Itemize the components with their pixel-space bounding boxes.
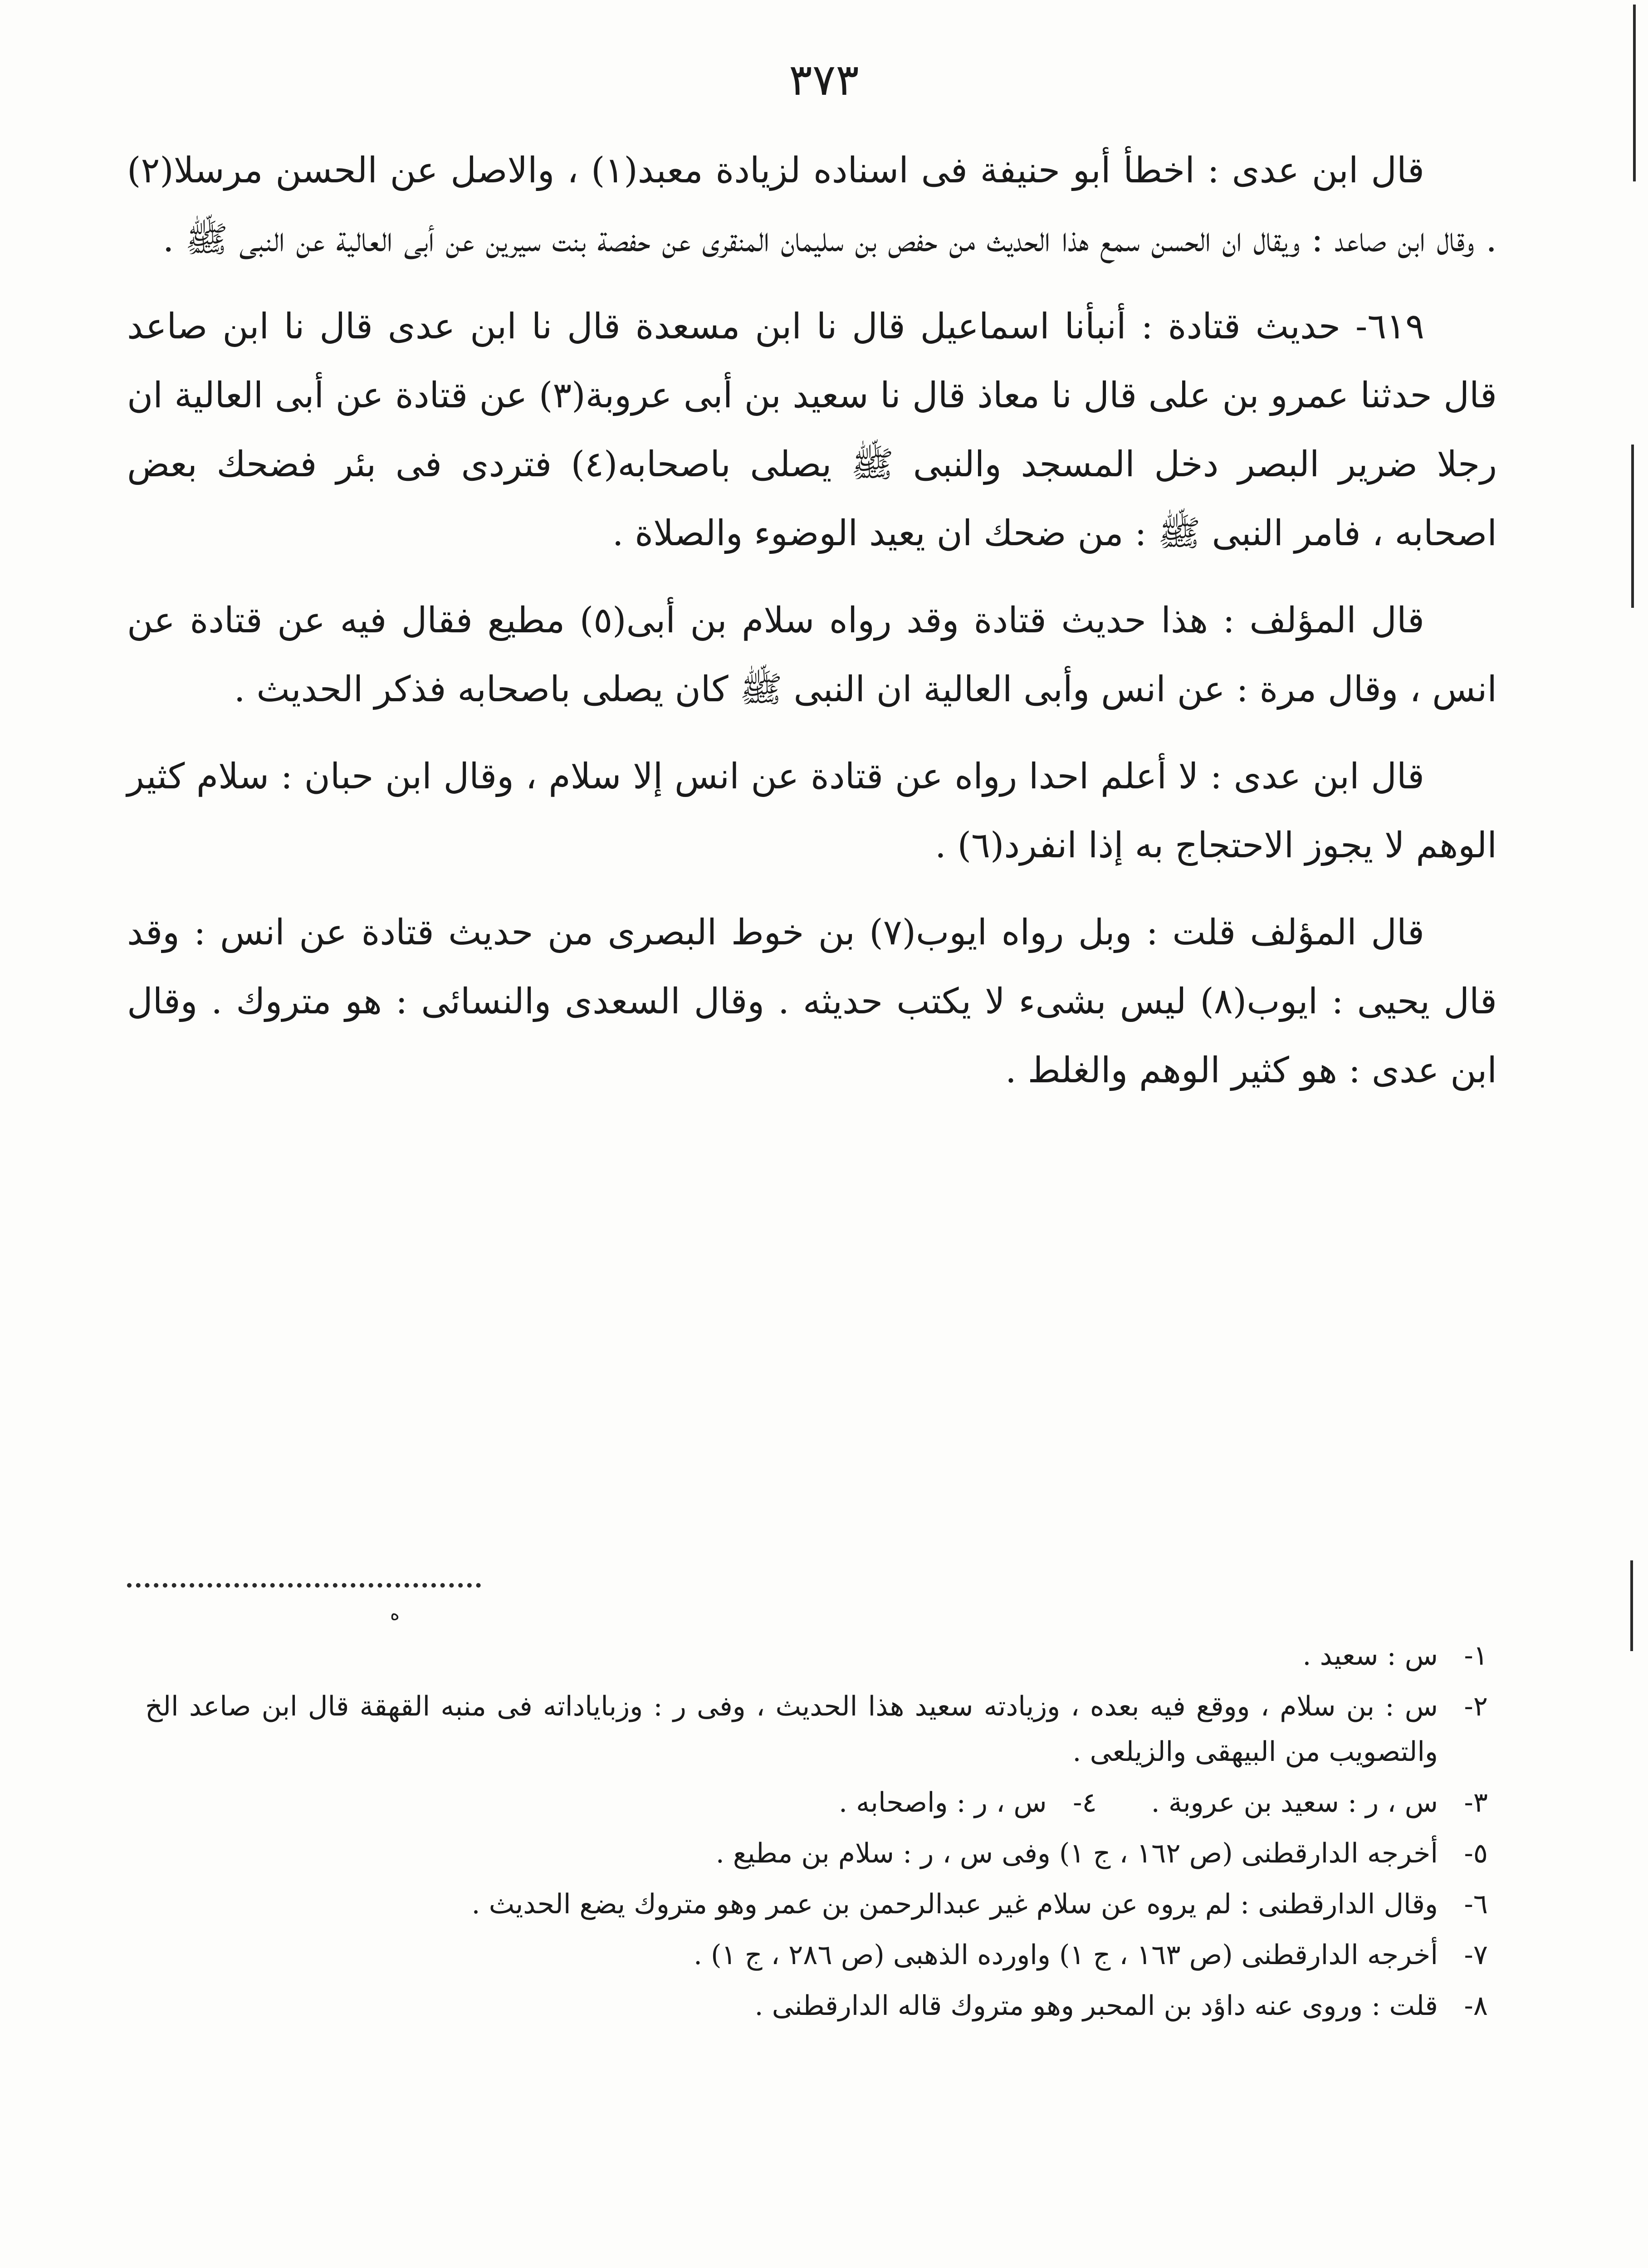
paragraph-3: قال المؤلف : هذا حديث قتادة وقد رواه سلام بن أبى(٥) مطيع فقال فيه عن قتادة عن انس ، وقال مرة : عن انس وأبى العالية ان النبى ﷺ كان يصلى باصحابه فذكر الحديث .: [127, 600, 1497, 710]
footnote-number: ١-: [1464, 1640, 1488, 1672]
footnote-row-3-4: [145, 1780, 1488, 1825]
footnote-number: ٤-: [1073, 1787, 1097, 1818]
footnote-5: [145, 1831, 1488, 1876]
footnote-text: قلت : وروى عنه داؤد بن المحبر وهو متروك قاله الدارقطنى .: [754, 1990, 1438, 2022]
paragraph-4: قال ابن عدى : لا أعلم احدا رواه عن قتادة عن انس إلا سلام ، وقال ابن حبان : سلام كثير الوهم لا يجوز الاحتجاج به إذا انفرد(٦) .: [127, 756, 1497, 866]
footnote-text: وقال الدارقطنى : لم يروه عن سلام غير عبدالرحمن بن عمر وهو متروك يضع الحديث .: [471, 1888, 1438, 1920]
footnote-6: [145, 1882, 1488, 1927]
footnote-3: [1151, 1780, 1488, 1825]
page-edge-right-lower: [1630, 1560, 1633, 1651]
footnote-number: ٣-: [1464, 1787, 1488, 1818]
footnote-separator: [127, 1583, 481, 1588]
footnote-text: س ، ر : واصحابه .: [838, 1787, 1047, 1818]
footnotes: [145, 1633, 1488, 2034]
footnote-number: ٥-: [1464, 1838, 1488, 1869]
footnote-1: [145, 1633, 1488, 1678]
footnote-8: [145, 1983, 1488, 2028]
footnote-text: س : بن سلام ، ووقع فيه بعده ، وزيادته سعيد هذا الحديث ، وفى ر : وزباياداته فى منبه القهقة قال ابن صاعد الخ والتصويب من البيهقى والزيلعى .: [145, 1691, 1438, 1768]
footnote-text: أخرجه الدارقطنى (ص ١٦٣ ، ج ١) واورده الذهبى (ص ٢٨٦ ، ج ١) .: [693, 1939, 1438, 1971]
footnote-4: [839, 1780, 1097, 1825]
page-edge-right-middle: [1631, 445, 1634, 608]
footnote-7: [145, 1932, 1488, 1978]
footnote-number: ٨-: [1464, 1990, 1488, 2022]
footnote-number: ٢-: [1464, 1691, 1488, 1722]
footnote-2: [145, 1684, 1488, 1774]
footnote-text: س : سعيد .: [1302, 1640, 1438, 1672]
page-number: ٣٧٣: [789, 54, 859, 105]
footnote-text: أخرجه الدارقطنى (ص ١٦٢ ، ج ١) وفى س ، ر : سلام بن مطيع .: [715, 1838, 1438, 1869]
footnote-text: س ، ر : سعيد بن عروبة .: [1151, 1787, 1438, 1818]
footnote-number: ٧-: [1464, 1939, 1488, 1971]
footnote-number: ٦-: [1464, 1888, 1488, 1920]
stray-ink-mark: ه: [390, 1603, 400, 1624]
paragraph-hadith-619: ٦١٩- حديث قتادة : أنبأنا اسماعيل قال نا ابن مسعدة قال نا ابن عدى قال نا ابن صاعد قال حدثنا عمرو بن على قال نا معاذ قال نا سعيد بن أبى عروبة(٣) عن قتادة عن أبى العالية ان رجلا ضرير البصر دخل المسجد والنبى ﷺ يصلى باصحابه(٤) فتردى فى بئر فضحك بعض اصحابه ، فامر النبى ﷺ : من ضحك ان يعيد الوضوء والصلاة .: [127, 306, 1497, 554]
paragraph-1: قال ابن عدى : اخطأ أبو حنيفة فى اسناده لزيادة معبد(١) ، والاصل عن الحسن مرسلا(٢) . وقال ابن صاعد : ويقال ان الحسن سمع هذا الحديث من حفص بن سليمان المنقرى عن حفصة بنت سيرين عن أبى العالية عن النبى ﷺ .: [127, 150, 1497, 260]
paragraph-5: قال المؤلف قلت : وبل رواه ايوب(٧) بن خوط البصرى من حديث قتادة عن انس : وقد قال يحيى : ايوب(٨) ليس بشىء لا يكتب حديثه . وقال السعدى والنسائى : هو متروك . وقال ابن عدى : هو كثير الوهم والغلط .: [127, 912, 1497, 1091]
main-text: [127, 136, 1497, 1123]
